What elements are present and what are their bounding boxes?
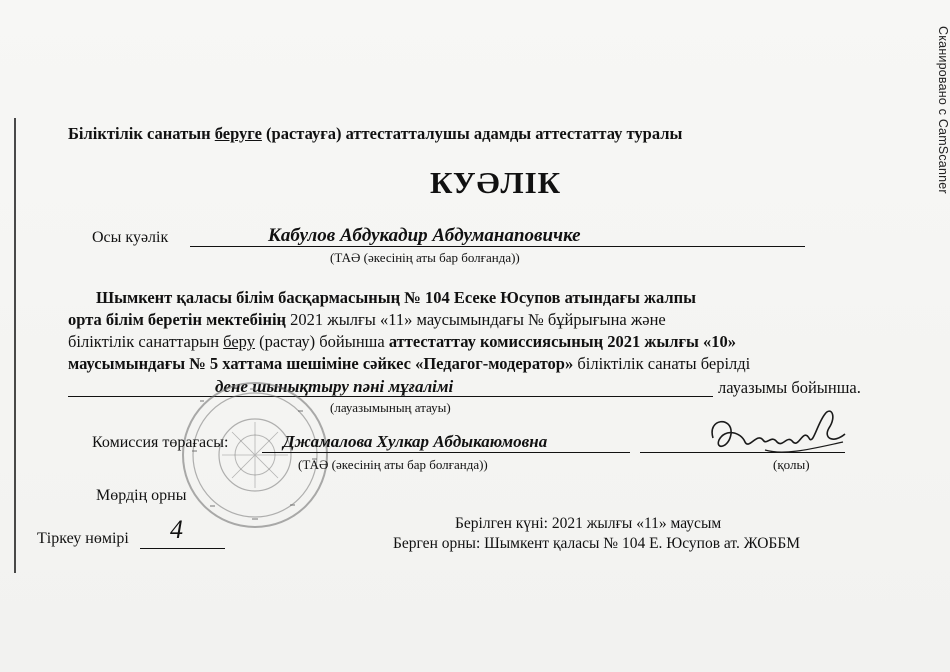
scanner-watermark: Сканировано с CamScanner: [936, 26, 950, 194]
body-line-3-underlined: беру: [223, 332, 255, 351]
heading-part-2: (растауға) аттестатталушы адамды аттестаттау туралы: [261, 124, 683, 143]
body-line-3-b: (растау) бойынша: [254, 332, 389, 351]
scan-edge-line: [14, 118, 16, 573]
issue-date: Берілген күні: 2021 жылғы «11» маусым: [455, 515, 722, 532]
body-line-2-a: орта білім беретін мектебінің: [68, 310, 287, 329]
body-line-3-c: аттестаттау комиссиясының 2021 жылғы «10»: [388, 332, 737, 351]
body-line-4-a: маусымындағы: [68, 354, 190, 373]
registration-number: 4: [170, 515, 183, 544]
registration-underline: [140, 548, 225, 549]
position-suffix: лауазымы бойынша.: [718, 378, 861, 397]
body-line-3: [68, 332, 736, 352]
signature-hint: (қолы): [773, 457, 810, 472]
heading-underlined-word: беруге: [214, 124, 262, 143]
commission-chair-name: Джамалова Хулкар Абдыкаюмовна: [283, 432, 548, 451]
body-line-2-b: 2021 жылғы «11» маусымындағы № бұйрығына және: [286, 310, 666, 329]
body-line-3-a: біліктілік санаттарын: [68, 332, 224, 351]
document-heading: [68, 124, 682, 144]
body-line-2: [68, 310, 666, 330]
recipient-name: Кабулов Абдукадир Абдуманаповичке: [268, 225, 581, 246]
commission-hint: (ТАӘ (әкесінің аты бар болғанда)): [298, 457, 488, 472]
position-hint: (лауазымының атауы): [330, 400, 451, 415]
body-line-1: Шымкент қаласы білім басқармасының № 104 Есеке Юсупов атындағы жалпы: [96, 288, 697, 307]
commission-underline: [262, 452, 630, 453]
position-value: дене шынықтыру пәні мұғалімі: [215, 377, 454, 396]
body-line-4-c: біліктілік санаты берілді: [573, 354, 751, 373]
recipient-label: Осы куәлік: [92, 229, 169, 246]
seal-place-label: Мөрдің орны: [96, 487, 187, 504]
heading-part-1: Біліктілік санатын: [68, 124, 215, 143]
body-line-4-b: № 5 хаттама шешіміне сәйкес «Педагог-модератор»: [189, 354, 574, 373]
issue-place: Берген орны: Шымкент қаласы № 104 Е. Юсупов ат. ЖОББМ: [393, 535, 800, 552]
commission-label: Комиссия төрағасы:: [92, 434, 229, 451]
document-title: КУӘЛІК: [430, 165, 562, 200]
registration-label: Тіркеу нөмірі: [37, 530, 129, 547]
body-line-4: [68, 354, 750, 374]
recipient-hint: (ТАӘ (әкесінің аты бар болғанда)): [330, 250, 520, 265]
round-seal-stamp: [180, 380, 330, 530]
handwritten-signature: [705, 398, 855, 468]
